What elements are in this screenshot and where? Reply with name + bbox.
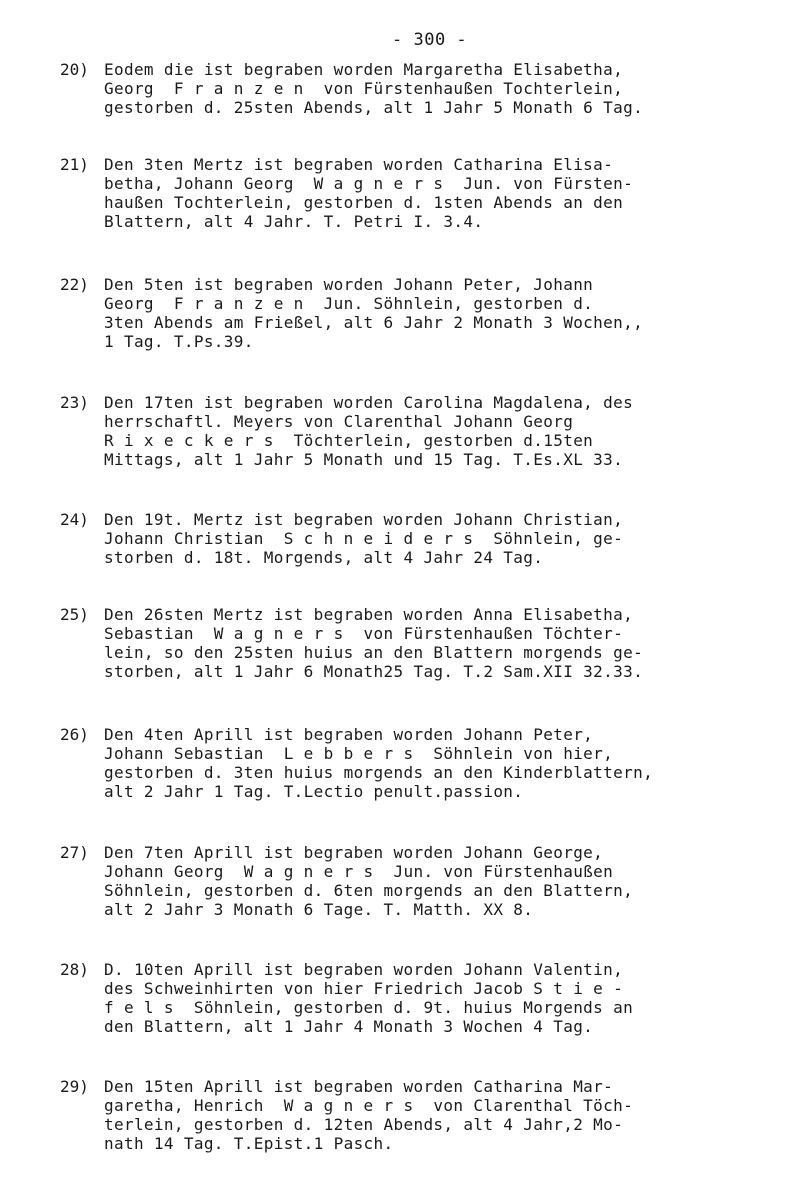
entry-text-line: Eodem die ist begraben worden Margaretha Elisabetha, (104, 60, 624, 79)
entry-text-line: Johann Georg W a g n e r s Jun. von Fürstenhaußen (104, 862, 614, 881)
entry-text-line: gestorben d. 25sten Abends, alt 1 Jahr 5 Monath 6 Tag. (104, 98, 644, 117)
entry-text-line: Georg F r a n z e n Jun. Söhnlein, gestorben d. (104, 294, 594, 313)
entry-text (104, 1077, 633, 1153)
entry-text-line: Den 5ten ist begraben worden Johann Peter, Johann (104, 275, 594, 294)
entry-text (104, 393, 633, 469)
entry-number: 27) (60, 843, 89, 862)
entry-text-line: Johann Sebastian L e b b e r s Söhnlein von hier, (104, 744, 614, 763)
entry-text-line: alt 2 Jahr 3 Monath 6 Tage. T. Matth. XX 8. (104, 900, 534, 919)
entry-text-line: Söhnlein, gestorben d. 6ten morgends an den Blattern, (104, 881, 634, 900)
entry-text-line: storben d. 18t. Morgends, alt 4 Jahr 24 Tag. (104, 548, 544, 567)
entry-number: 28) (60, 960, 89, 979)
entry-text (104, 605, 643, 681)
entry-text (104, 510, 623, 567)
entry-text-line: Georg F r a n z e n von Fürstenhaußen Tochterlein, (104, 79, 624, 98)
entry-number: 29) (60, 1077, 89, 1096)
entry-number: 23) (60, 393, 89, 412)
entry-text-line: storben, alt 1 Jahr 6 Monath25 Tag. T.2 Sam.XII 32.33. (104, 662, 644, 681)
entry-number: 26) (60, 725, 89, 744)
entry-text-line: D. 10ten Aprill ist begraben worden Johann Valentin, (104, 960, 624, 979)
entry-text-line: lein, so den 25sten huius an den Blattern morgends ge- (104, 643, 644, 662)
entry-text-line: R i x e c k e r s Töchterlein, gestorben d.15ten (104, 431, 594, 450)
entry-text-line: betha, Johann Georg W a g n e r s Jun. von Fürsten- (104, 174, 634, 193)
entry-text-line: garetha, Henrich W a g n e r s von Clarenthal Töch- (104, 1096, 634, 1115)
entry-text (104, 960, 633, 1036)
entry-text-line: herrschaftl. Meyers von Clarenthal Johann Georg (104, 412, 574, 431)
entry-text-line: f e l s Söhnlein, gestorben d. 9t. huius Morgends an (104, 998, 634, 1017)
page-number: - 300 - (392, 30, 468, 50)
entry-text-line: Den 19t. Mertz ist begraben worden Johann Christian, (104, 510, 624, 529)
entry-text-line: Den 7ten Aprill ist begraben worden Johann George, (104, 843, 604, 862)
entry-text-line: Sebastian W a g n e r s von Fürstenhaußen Töchter- (104, 624, 624, 643)
entry-text-line: Den 3ten Mertz ist begraben worden Catharina Elisa- (104, 155, 614, 174)
entry-text-line: Mittags, alt 1 Jahr 5 Monath und 15 Tag. T.Es.XL 33. (104, 450, 624, 469)
entry-text (104, 725, 653, 801)
entry-text-line: des Schweinhirten von hier Friedrich Jacob S t i e - (104, 979, 624, 998)
entry-text-line: terlein, gestorben d. 12ten Abends, alt 4 Jahr,2 Mo- (104, 1115, 624, 1134)
entry-text-line: 3ten Abends am Frießel, alt 6 Jahr 2 Monath 3 Wochen,, (104, 313, 644, 332)
entry-number: 20) (60, 60, 89, 79)
entry-number: 22) (60, 275, 89, 294)
entry-text-line: Den 26sten Mertz ist begraben worden Anna Elisabetha, (104, 605, 634, 624)
entry-text (104, 155, 633, 231)
entry-text (104, 843, 633, 919)
entry-text-line: Johann Christian S c h n e i d e r s Söhnlein, ge- (104, 529, 624, 548)
entry-text-line: 1 Tag. T.Ps.39. (104, 332, 254, 351)
entry-text-line: Den 17ten ist begraben worden Carolina Magdalena, des (104, 393, 634, 412)
entry-text-line: nath 14 Tag. T.Epist.1 Pasch. (104, 1134, 394, 1153)
entry-text (104, 275, 643, 351)
entry-text-line: den Blattern, alt 1 Jahr 4 Monath 3 Wochen 4 Tag. (104, 1017, 594, 1036)
entry-number: 25) (60, 605, 89, 624)
entry-text-line: Den 4ten Aprill ist begraben worden Johann Peter, (104, 725, 594, 744)
entry-text (104, 60, 643, 117)
entry-text-line: Den 15ten Aprill ist begraben worden Catharina Mar- (104, 1077, 614, 1096)
entry-text-line: gestorben d. 3ten huius morgends an den Kinderblattern, (104, 763, 654, 782)
entry-text-line: Blattern, alt 4 Jahr. T. Petri I. 3.4. (104, 212, 484, 231)
entry-text-line: alt 2 Jahr 1 Tag. T.Lectio penult.passion. (104, 782, 524, 801)
entry-number: 21) (60, 155, 89, 174)
entry-number: 24) (60, 510, 89, 529)
entry-text-line: haußen Tochterlein, gestorben d. 1sten Abends an den (104, 193, 624, 212)
